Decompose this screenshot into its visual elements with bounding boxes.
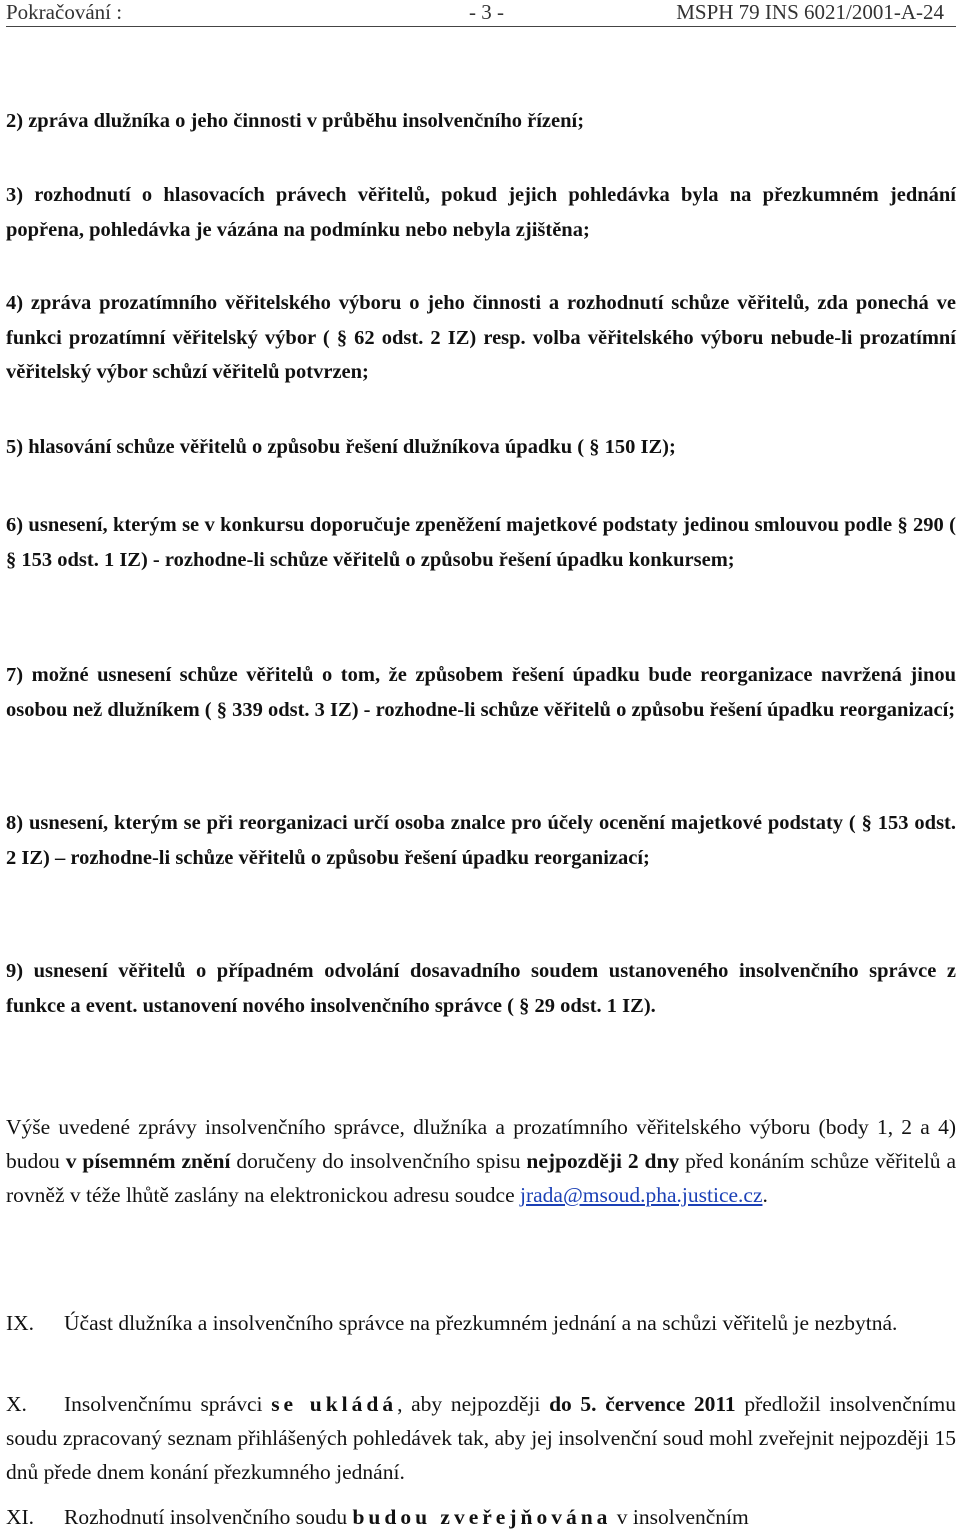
list-item-8: 8) usnesení, kterým se při reorganizaci určí osoba znalce pro účely ocenění majetkové podstaty ( § 153 odst. 2 IZ) – rozhodne-li schůze věřitelů o způsobu řešení úpadku reorganizací; (6, 812, 956, 869)
section-number: IX. (6, 1311, 35, 1335)
section-ix: IX. Účast dlužníka a insolvenčního správce na přezkumném jednání a na schůzi věřitelů je nezbytná. (6, 1306, 956, 1340)
list-item-4: 4) zpráva prozatímního věřitelského výboru o jeho činnosti a rozhodnutí schůze věřitelů, zda ponechá ve funkci prozatímní věřitelský výbor ( § 62 odst. 2 IZ) resp. volba věřitelského výboru nebude-li prozatímní věřitelský výbor schůzí věřitelů potvrzen; (6, 292, 956, 383)
header-continuation: Pokračování : (6, 0, 123, 24)
written-form-text: v písemném znění (65, 1149, 231, 1173)
list-item-9: 9) usnesení věřitelů o případném odvolání dosavadního soudem ustanoveného insolvenčního správce z funkce a event. ustanovení nového insolvenčního správce ( § 29 odst. 1 IZ). (6, 960, 956, 1017)
spaced-emphasis: budou zveřejňována (352, 1505, 612, 1529)
header-page-number: - 3 - (469, 0, 504, 24)
list-item-7: 7) možné usnesení schůze věřitelů o tom, že způsobem řešení úpadku bude reorganizace navržená jinou osobou než dlužníkem ( § 339 odst. 3 IZ) - rozhodne-li schůze věřitelů o způsobu řešení úpadku reorganizací; (6, 664, 956, 721)
section-xi: XI. Rozhodnutí insolvenčního soudu budou zveřejňována v insolvenčním (6, 1500, 956, 1534)
header-case-number: MSPH 79 INS 6021/2001-A-24 (676, 0, 944, 24)
list-item-3: 3) rozhodnutí o hlasovacích právech věřitelů, pokud jejich pohledávka byla na přezkumném jednání popřena, pohledávka je vázána na podmínku nebo nebyla zjištěna; (6, 184, 956, 241)
deadline-text: nejpozději 2 dny (526, 1149, 680, 1173)
spaced-emphasis: se ukládá (271, 1392, 398, 1416)
section-x: X. Insolvenčnímu správci se ukládá, aby nejpozději do 5. července 2011 předložil insolvenčnímu soudu zpracovaný seznam přihlášených pohledávek tak, aby jej insolvenční soud mohl zveřejnit nejpozději 15 dnů přede dnem konání přezkumného jednání. (6, 1387, 956, 1489)
reports-paragraph: Výše uvedené zprávy insolvenčního správce, dlužníka a prozatímního věřitelského výboru (body 1, 2 a 4) budou v písemném znění doručeny do insolvenčního spisu nejpozději 2 dny před konáním schůze věřitelů a rovněž v téže lhůtě zaslány na elektronickou adresu soudce jrada@msoud.pha.justice.cz. (6, 1115, 956, 1207)
section-number: X. (6, 1392, 27, 1416)
deadline-date: do 5. července 2011 (549, 1392, 736, 1416)
list-item-5: 5) hlasování schůze věřitelů o způsobu řešení dlužníkova úpadku ( § 150 IZ); (6, 436, 676, 458)
section-number: XI. (6, 1505, 35, 1529)
page-header (6, 0, 956, 27)
list-item-2: 2) zpráva dlužníka o jeho činnosti v průběhu insolvenčního řízení; (6, 110, 585, 132)
judge-email-link[interactable]: jrada@msoud.pha.justice.cz (520, 1183, 763, 1207)
list-item-6: 6) usnesení, kterým se v konkursu doporučuje zpeněžení majetkové podstaty jedinou smlouvou podle § 290 ( § 153 odst. 1 IZ) - rozhodne-li schůze věřitelů o způsobu řešení úpadku konkursem; (6, 514, 956, 571)
